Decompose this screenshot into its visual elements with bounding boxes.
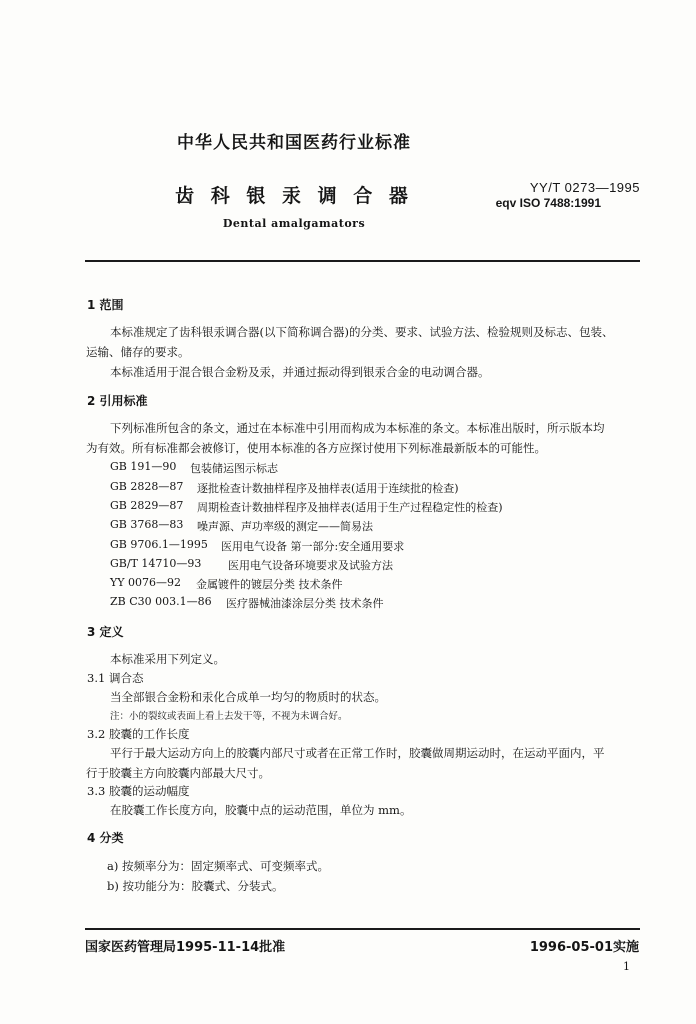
- section-2-heading: 2 引用标准: [87, 394, 148, 408]
- section-3-3-heading: 3.3 胶囊的运动幅度: [87, 784, 190, 798]
- ref-code: GB 3768—83: [110, 518, 184, 531]
- standard-equivalence: eqv ISO 7488:1991: [495, 196, 601, 210]
- ref-title: 周期检查计数抽样程序及抽样表(适用于生产过程稳定性的检查): [197, 501, 503, 514]
- section-2-intro-line-1: 下列标准所包含的条文，通过在本标准中引用而构成为本标准的条文。本标准出版时，所示版本均: [110, 421, 605, 435]
- section-3-1-text: 当全部银合金粉和汞化合成单一均匀的物质时的状态。: [110, 690, 386, 704]
- ref-code: ZB C30 003.1—86: [110, 595, 212, 608]
- section-3-2-line-2: 行于胶囊主方向胶囊内部最大尺寸。: [86, 766, 270, 780]
- ref-title: 噪声源、声功率级的测定——简易法: [197, 520, 373, 533]
- section-1-paragraph-2: 本标准适用于混合银合金粉及汞，并通过振动得到银汞合金的电动调合器。: [110, 365, 490, 379]
- approval-date: 国家医药管理局1995-11-14批准: [85, 940, 286, 955]
- section-3-intro: 本标准采用下列定义。: [110, 652, 225, 666]
- section-3-2-heading: 3.2 胶囊的工作长度: [87, 727, 190, 741]
- ref-title: 金属镀件的镀层分类 技术条件: [196, 578, 343, 591]
- ref-title: 逐批检查计数抽样程序及抽样表(适用于连续批的检查): [197, 482, 459, 495]
- standard-title-cn: 齿 科 银 汞 调 合 器: [175, 185, 413, 207]
- section-3-3-text: 在胶囊工作长度方向，胶囊中点的运动范围，单位为 mm。: [110, 803, 412, 817]
- page-number: 1: [623, 960, 630, 973]
- ref-code: GB/T 14710—93: [110, 557, 202, 570]
- ref-title: 包装储运图示标志: [190, 462, 278, 475]
- ref-title: 医用电气设备 第一部分:安全通用要求: [221, 540, 405, 553]
- effective-date: 1996-05-01实施: [529, 940, 639, 955]
- ref-code: YY 0076—92: [110, 576, 182, 589]
- ref-code: GB 2829—87: [110, 499, 184, 512]
- section-4-item-b: b) 按功能分为：胶囊式、分装式。: [107, 879, 284, 893]
- section-3-1-note: 注：小的裂纹或表面上看上去发干等，不视为未调合好。: [110, 711, 348, 722]
- section-1-paragraph-1-line-2: 运输、储存的要求。: [86, 345, 190, 359]
- section-3-heading: 3 定义: [87, 625, 124, 639]
- ref-title: 医用电气设备环境要求及试验方法: [228, 559, 393, 572]
- standard-code: YY/T 0273—1995: [529, 180, 640, 195]
- section-1-heading: 1 范围: [87, 298, 124, 312]
- ref-code: GB 2828—87: [110, 480, 184, 493]
- issuing-authority-title: 中华人民共和国医药行业标准: [177, 133, 411, 153]
- ref-code: GB 191—90: [110, 460, 177, 473]
- header-divider: [85, 260, 640, 262]
- footer-divider: [85, 928, 640, 930]
- section-4-item-a: a) 按频率分为：固定频率式、可变频率式。: [107, 859, 329, 873]
- section-2-intro-line-2: 为有效。所有标准都会被修订，使用本标准的各方应探讨使用下列标准最新版本的可能性。: [86, 441, 546, 455]
- ref-code: GB 9706.1—1995: [110, 538, 208, 551]
- standard-title-en: Dental amalgamators: [222, 217, 366, 230]
- section-3-2-line-1: 平行于最大运动方向上的胶囊内部尺寸或者在正常工作时，胶囊做周期运动时，在运动平面内，平: [110, 746, 605, 760]
- section-3-1-heading: 3.1 调合态: [87, 671, 144, 685]
- section-1-paragraph-1-line-1: 本标准规定了齿科银汞调合器(以下简称调合器)的分类、要求、试验方法、检验规则及标志、包装、: [110, 325, 614, 339]
- section-4-heading: 4 分类: [87, 831, 124, 845]
- ref-title: 医疗器械油漆涂层分类 技术条件: [226, 597, 384, 610]
